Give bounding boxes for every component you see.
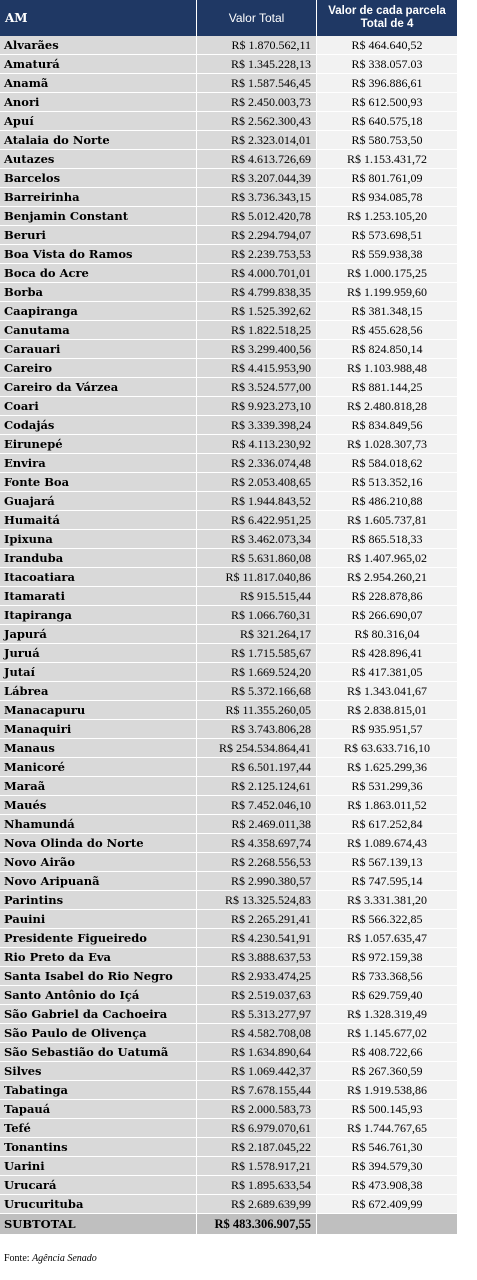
table-row [0,492,457,511]
valor-parcela-cell: R$ 464.640,52 [317,36,457,54]
municipality-name: Santa Isabel do Rio Negro [0,967,197,985]
municipality-name: Maués [0,796,197,814]
valor-total-cell: R$ 2.239.753,53 [197,245,317,263]
valor-parcela-cell: R$ 1.199.959,60 [317,283,457,301]
table-row [0,758,457,777]
table-row [0,1119,457,1138]
valor-total-cell: R$ 4.799.838,35 [197,283,317,301]
valor-total-cell: R$ 321.264,17 [197,625,317,643]
municipality-name: Santo Antônio do Içá [0,986,197,1004]
valor-parcela-cell: R$ 972.159,38 [317,948,457,966]
table-row [0,701,457,720]
valor-total-cell: R$ 1.870.562,11 [197,36,317,54]
municipality-name: Eirunepé [0,435,197,453]
valor-total-cell: R$ 2.053.408,65 [197,473,317,491]
municipality-name: Amaturá [0,55,197,73]
valor-total-cell: R$ 1.066.760,31 [197,606,317,624]
municipality-name: Codajás [0,416,197,434]
valor-parcela-cell: R$ 580.753,50 [317,131,457,149]
table-row [0,891,457,910]
table-row [0,967,457,986]
table-row [0,454,457,473]
valor-parcela-cell: R$ 566.322,85 [317,910,457,928]
municipality-name: Barcelos [0,169,197,187]
valor-parcela-cell: R$ 584.018,62 [317,454,457,472]
source-note [4,1253,97,1264]
table-row [0,245,457,264]
valor-parcela-cell: R$ 640.575,18 [317,112,457,130]
valor-total-cell: R$ 2.187.045,22 [197,1138,317,1156]
municipality-name: Itapiranga [0,606,197,624]
table-body [0,36,457,1214]
municipality-name: Rio Preto da Eva [0,948,197,966]
municipality-name: Beruri [0,226,197,244]
table-row [0,834,457,853]
municipality-name: Nova Olinda do Norte [0,834,197,852]
valor-parcela-cell: R$ 1.863.011,52 [317,796,457,814]
table-row [0,473,457,492]
municipality-name: Lábrea [0,682,197,700]
municipality-name: Itamarati [0,587,197,605]
valor-parcela-cell: R$ 1.919.538,86 [317,1081,457,1099]
valor-parcela-cell: R$ 1.103.988,48 [317,359,457,377]
valor-total-cell: R$ 3.888.637,53 [197,948,317,966]
municipality-name: Carauari [0,340,197,358]
municipality-name: Silves [0,1062,197,1080]
valor-parcela-cell: R$ 267.360,59 [317,1062,457,1080]
valor-total-cell: R$ 2.450.003,73 [197,93,317,111]
municipality-name: Pauini [0,910,197,928]
valor-parcela-cell: R$ 1.407.965,02 [317,549,457,567]
table-row [0,606,457,625]
valor-parcela-cell: R$ 2.480.818,28 [317,397,457,415]
table-row [0,302,457,321]
valor-total-cell: R$ 11.355.260,05 [197,701,317,719]
valor-total-cell: R$ 1.944.843,52 [197,492,317,510]
valor-parcela-cell: R$ 1.153.431,72 [317,150,457,168]
valor-parcela-cell: R$ 266.690,07 [317,606,457,624]
table-row [0,1100,457,1119]
table-row [0,93,457,112]
valor-total-cell: R$ 3.207.044,39 [197,169,317,187]
header-valor-parcela: Valor de cada parcela Total de 4 [328,5,446,30]
table-row [0,853,457,872]
valor-total-cell: R$ 3.524.577,00 [197,378,317,396]
valor-parcela-cell: R$ 1.089.674,43 [317,834,457,852]
valor-total-cell: R$ 4.230.541,91 [197,929,317,947]
municipality-name: Manaus [0,739,197,757]
valor-total-cell: R$ 2.294.794,07 [197,226,317,244]
valor-parcela-cell: R$ 2.838.815,01 [317,701,457,719]
valor-total-cell: R$ 5.372.166,68 [197,682,317,700]
table-row [0,112,457,131]
table-row [0,644,457,663]
municipality-name: Atalaia do Norte [0,131,197,149]
table-row [0,1081,457,1100]
table-row [0,625,457,644]
valor-total-cell: R$ 1.895.633,54 [197,1176,317,1194]
valor-parcela-cell: R$ 934.085,78 [317,188,457,206]
table-row [0,1062,457,1081]
table-row [0,378,457,397]
valor-parcela-cell: R$ 834.849,56 [317,416,457,434]
valor-parcela-cell: R$ 513.352,16 [317,473,457,491]
municipality-name: São Gabriel da Cachoeira [0,1005,197,1023]
valor-total-cell: R$ 4.358.697,74 [197,834,317,852]
municipality-name: Manacapuru [0,701,197,719]
table-row [0,397,457,416]
municipality-name: Urucará [0,1176,197,1194]
valor-parcela-cell: R$ 801.761,09 [317,169,457,187]
valor-total-cell: R$ 4.582.708,08 [197,1024,317,1042]
table-row [0,169,457,188]
valor-parcela-cell: R$ 500.145,93 [317,1100,457,1118]
table-header [0,0,457,36]
municipality-name: Fonte Boa [0,473,197,491]
valor-parcela-cell: R$ 531.299,36 [317,777,457,795]
municipality-name: Tonantins [0,1138,197,1156]
valor-total-cell: R$ 5.313.277,97 [197,1005,317,1023]
table-row [0,815,457,834]
valor-total-cell: R$ 2.336.074,48 [197,454,317,472]
municipality-name: Urucurituba [0,1195,197,1213]
municipality-name: Manaquiri [0,720,197,738]
table-row [0,986,457,1005]
valor-total-cell: R$ 1.525.392,62 [197,302,317,320]
valor-total-cell: R$ 7.452.046,10 [197,796,317,814]
municipality-name: Manicoré [0,758,197,776]
source-prefix: Fonte: [4,1253,33,1264]
valor-total-cell: R$ 1.715.585,67 [197,644,317,662]
municipality-name: Tapauá [0,1100,197,1118]
valor-total-cell: R$ 3.736.343,15 [197,188,317,206]
valor-parcela-cell: R$ 2.954.260,21 [317,568,457,586]
municipality-name: Borba [0,283,197,301]
valor-parcela-cell: R$ 865.518,33 [317,530,457,548]
valor-total-cell: R$ 1.345.228,13 [197,55,317,73]
municipality-name: São Paulo de Olivença [0,1024,197,1042]
municipality-name: Maraã [0,777,197,795]
valor-total-cell: R$ 7.678.155,44 [197,1081,317,1099]
valor-total-cell: R$ 2.519.037,63 [197,986,317,1004]
valor-parcela-cell: R$ 1.145.677,02 [317,1024,457,1042]
valor-parcela-cell: R$ 546.761,30 [317,1138,457,1156]
valor-total-cell: R$ 4.415.953,90 [197,359,317,377]
municipality-name: Juruá [0,644,197,662]
table-row [0,929,457,948]
municipality-name: Autazes [0,150,197,168]
valor-parcela-cell: R$ 1.000.175,25 [317,264,457,282]
valor-parcela-cell: R$ 80.316,04 [317,625,457,643]
table-row [0,321,457,340]
valor-parcela-cell: R$ 1.744.767,65 [317,1119,457,1137]
municipality-name: Humaitá [0,511,197,529]
table-row [0,264,457,283]
table-row [0,1043,457,1062]
municipality-name: Apuí [0,112,197,130]
table-row [0,1195,457,1214]
table-row [0,416,457,435]
valor-parcela-cell: R$ 417.381,05 [317,663,457,681]
municipality-name: Ipixuna [0,530,197,548]
valor-parcela-cell: R$ 3.331.381,20 [317,891,457,909]
valor-total-cell: R$ 4.613.726,69 [197,150,317,168]
municipality-name: Itacoatiara [0,568,197,586]
valor-total-cell: R$ 2.990.380,57 [197,872,317,890]
valor-parcela-cell: R$ 408.722,66 [317,1043,457,1061]
table-row [0,796,457,815]
valor-total-cell: R$ 13.325.524,83 [197,891,317,909]
valor-parcela-cell: R$ 881.144,25 [317,378,457,396]
table-row [0,359,457,378]
valor-parcela-cell: R$ 629.759,40 [317,986,457,1004]
header-valor-total: Valor Total [197,0,317,36]
valor-total-cell: R$ 2.265.291,41 [197,910,317,928]
table-row [0,587,457,606]
table-row [0,340,457,359]
municipality-name: Parintins [0,891,197,909]
table-row [0,1138,457,1157]
valor-parcela-cell: R$ 747.595,14 [317,872,457,890]
municipality-name: Barreirinha [0,188,197,206]
subtotal-row [0,1214,457,1234]
valor-parcela-cell: R$ 1.328.319,49 [317,1005,457,1023]
municipality-name: Coari [0,397,197,415]
valor-parcela-cell: R$ 381.348,15 [317,302,457,320]
municipality-name: Guajará [0,492,197,510]
municipality-name: Nhamundá [0,815,197,833]
table-row [0,739,457,758]
valor-parcela-cell: R$ 428.896,41 [317,644,457,662]
subtotal-value: R$ 483.306.907,55 [197,1214,317,1234]
valor-total-cell: R$ 5.631.860,08 [197,549,317,567]
valor-parcela-cell: R$ 612.500,93 [317,93,457,111]
table-row [0,549,457,568]
municipality-name: Uarini [0,1157,197,1175]
valor-total-cell: R$ 4.113.230,92 [197,435,317,453]
valor-total-cell: R$ 2.323.014,01 [197,131,317,149]
valor-total-cell: R$ 1.669.524,20 [197,663,317,681]
municipality-name: Presidente Figueiredo [0,929,197,947]
table-row [0,283,457,302]
valor-total-cell: R$ 4.000.701,01 [197,264,317,282]
valor-parcela-cell: R$ 573.698,51 [317,226,457,244]
municipality-name: Careiro da Várzea [0,378,197,396]
valor-parcela-cell: R$ 338.057.03 [317,55,457,73]
valor-parcela-cell: R$ 486.210,88 [317,492,457,510]
table-row [0,663,457,682]
valor-total-cell: R$ 1.578.917,21 [197,1157,317,1175]
table-row [0,568,457,587]
table-row [0,1005,457,1024]
valor-parcela-cell: R$ 455.628,56 [317,321,457,339]
municipality-name: Alvarães [0,36,197,54]
valor-parcela-cell: R$ 559.938,38 [317,245,457,263]
municipality-name: Careiro [0,359,197,377]
table-row [0,948,457,967]
municipality-name: Anamã [0,74,197,92]
valor-total-cell: R$ 2.125.124,61 [197,777,317,795]
source-name: Agência Senado [32,1253,97,1264]
table-row [0,872,457,891]
municipality-name: Benjamin Constant [0,207,197,225]
table-row [0,74,457,93]
valor-total-cell: R$ 6.979.070,61 [197,1119,317,1137]
subtotal-empty-cell [317,1214,457,1234]
valor-parcela-cell: R$ 1.057.635,47 [317,929,457,947]
table-row [0,1024,457,1043]
valor-parcela-cell: R$ 394.579,30 [317,1157,457,1175]
valor-total-cell: R$ 2.469.011,38 [197,815,317,833]
municipality-name: Jutaí [0,663,197,681]
table-row [0,36,457,55]
municipality-name: Caapiranga [0,302,197,320]
valor-total-cell: R$ 915.515,44 [197,587,317,605]
valor-parcela-cell: R$ 617.252,84 [317,815,457,833]
valor-total-cell: R$ 2.268.556,53 [197,853,317,871]
table-row [0,530,457,549]
valor-total-cell: R$ 254.534.864,41 [197,739,317,757]
valor-total-cell: R$ 3.462.073,34 [197,530,317,548]
valor-parcela-cell: R$ 672.409,99 [317,1195,457,1213]
valor-parcela-cell: R$ 824.850,14 [317,340,457,358]
subtotal-label: SUBTOTAL [0,1214,197,1234]
table-row [0,777,457,796]
valor-total-cell: R$ 1.822.518,25 [197,321,317,339]
header-state: AM [0,0,197,36]
table-row [0,1176,457,1195]
valor-parcela-cell: R$ 1.343.041,67 [317,682,457,700]
valor-total-cell: R$ 1.587.546,45 [197,74,317,92]
valor-total-cell: R$ 1.634.890,64 [197,1043,317,1061]
valor-total-cell: R$ 3.339.398,24 [197,416,317,434]
valor-total-cell: R$ 5.012.420,78 [197,207,317,225]
table-row [0,720,457,739]
table-row [0,435,457,454]
table-row [0,511,457,530]
table-row [0,226,457,245]
valor-total-cell: R$ 6.501.197,44 [197,758,317,776]
valor-parcela-cell: R$ 935.951,57 [317,720,457,738]
table-row [0,207,457,226]
municipality-name: Iranduba [0,549,197,567]
valor-total-cell: R$ 2.933.474,25 [197,967,317,985]
table-row [0,1157,457,1176]
municipality-name: Boca do Acre [0,264,197,282]
valor-parcela-cell: R$ 1.253.105,20 [317,207,457,225]
valor-parcela-cell: R$ 1.605.737,81 [317,511,457,529]
valor-total-cell: R$ 3.743.806,28 [197,720,317,738]
table-row [0,131,457,150]
valor-parcela-cell: R$ 1.625.299,36 [317,758,457,776]
valor-total-cell: R$ 3.299.400,56 [197,340,317,358]
municipality-name: Envira [0,454,197,472]
valor-total-cell: R$ 2.562.300,43 [197,112,317,130]
valor-parcela-cell: R$ 228.878,86 [317,587,457,605]
table-row [0,55,457,74]
valor-parcela-cell: R$ 733.368,56 [317,967,457,985]
municipality-name: Boa Vista do Ramos [0,245,197,263]
municipality-name: Tefé [0,1119,197,1137]
valor-parcela-cell: R$ 1.028.307,73 [317,435,457,453]
valor-parcela-cell: R$ 63.633.716,10 [317,739,457,757]
municipality-name: Anori [0,93,197,111]
valor-parcela-cell: R$ 567.139,13 [317,853,457,871]
valor-total-cell: R$ 6.422.951,25 [197,511,317,529]
valor-total-cell: R$ 2.689.639,99 [197,1195,317,1213]
municipality-name: Tabatinga [0,1081,197,1099]
valor-total-cell: R$ 9.923.273,10 [197,397,317,415]
municipality-name: Japurá [0,625,197,643]
valor-parcela-cell: R$ 473.908,38 [317,1176,457,1194]
municipality-name: Canutama [0,321,197,339]
municipality-name: Novo Aripuanã [0,872,197,890]
table-row [0,188,457,207]
valor-total-cell: R$ 1.069.442,37 [197,1062,317,1080]
table-row [0,910,457,929]
table-row [0,682,457,701]
valor-total-cell: R$ 11.817.040,86 [197,568,317,586]
valor-parcela-cell: R$ 396.886,61 [317,74,457,92]
municipality-name: São Sebastião do Uatumã [0,1043,197,1061]
valor-total-cell: R$ 2.000.583,73 [197,1100,317,1118]
table-row [0,150,457,169]
municipality-name: Novo Airão [0,853,197,871]
